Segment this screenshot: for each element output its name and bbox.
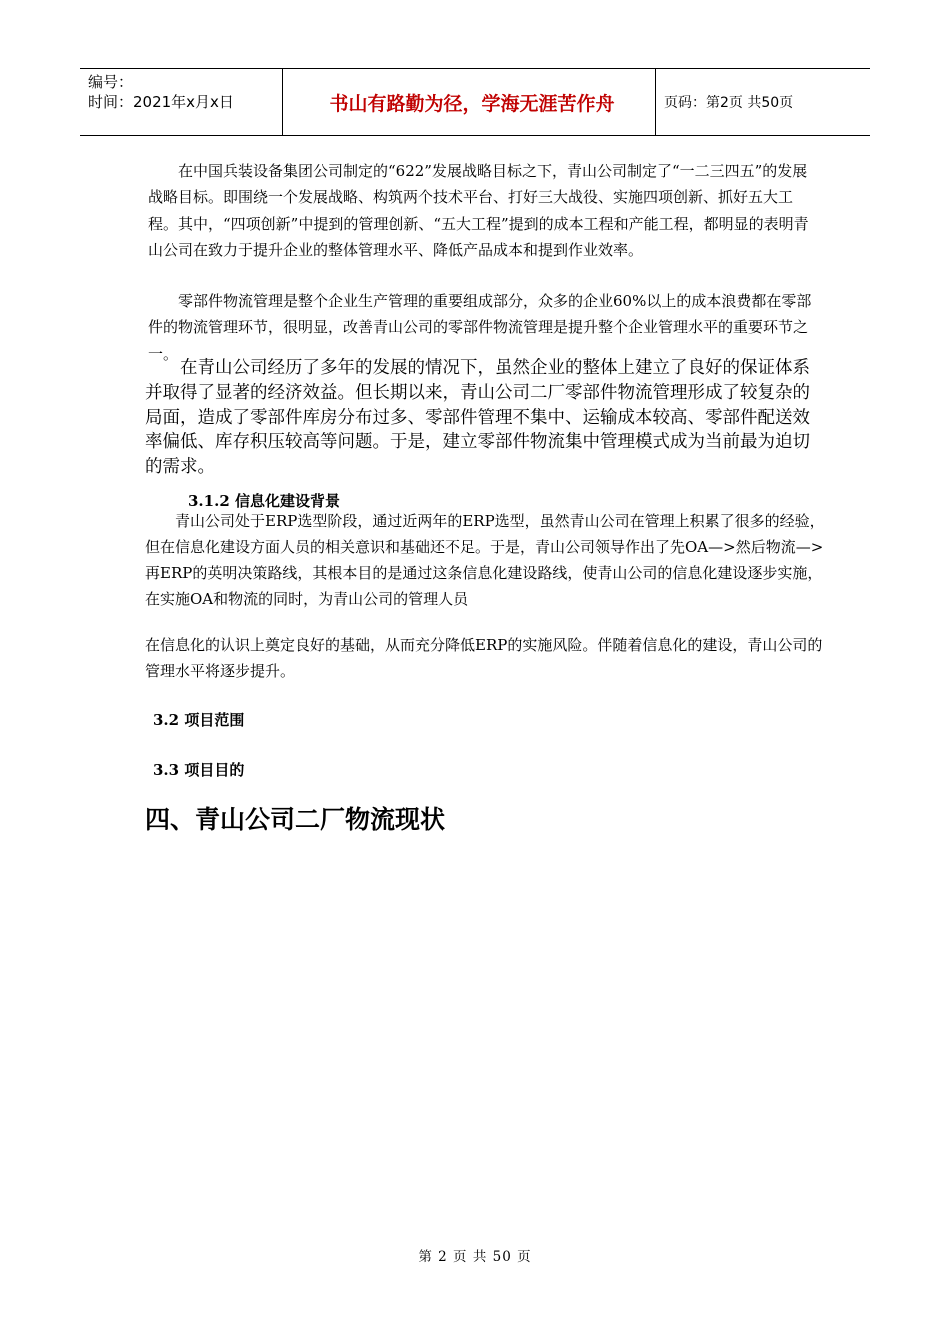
header-meta [80,69,282,135]
header-page-info: 页码：第2页 共50页 [664,95,794,111]
header-motto: 书山有路勤为径，学海无涯苦作舟 [329,92,615,115]
paragraph-logistics-importance: 零部件物流管理是整个企业生产管理的重要组成部分，众多的企业60%以上的成本浪费都在零部件的物流管理环节，很明显，改善青山公司的零部件物流管理是提升整个企业管理水平的重要环节之一。 [148,292,812,363]
page-header [80,68,870,136]
time-label: 时间：2021年x月x日 [88,93,234,111]
heading-3-1-2: 3.1.2 信息化建设背景 [188,492,340,510]
paragraph-it-continuation: 在信息化的认识上奠定良好的基础，从而充分降低ERP的实施风险。伴随着信息化的建设，青山公司的管理水平将逐步提升。 [145,636,823,680]
page-footer: 第 2 页 共 50 页 [418,1249,532,1265]
paragraph-current-problems: 在青山公司经历了多年的发展的情况下，虽然企业的整体上建立了良好的保证体系并取得了显著的经济效益。但长期以来，青山公司二厂零部件物流管理形成了较复杂的局面，造成了零部件库房分布过多、零部件管理不集中、运输成本较高、零部件配送效率偏低、库存积压较高等问题。于是，建立零部件物流集中管理模式成为当前最为迫切的需求。 [145,358,810,478]
heading-3-2: 3.2 项目范围 [153,711,245,729]
header-motto-cell [282,69,656,135]
number-label: 编号： [88,73,134,91]
heading-3-3: 3.3 项目目的 [153,761,245,779]
paragraph-it-background: 青山公司处于ERP选型阶段，通过近两年的ERP选型，虽然青山公司在管理上积累了很多的经验，但在信息化建设方面人员的相关意识和基础还不足。于是，青山公司领导作出了先OA—>然后物流—>再ERP的英明决策路线，其根本目的是通过这条信息化建设路线，使青山公司的信息化建设逐步实施，在实施OA和物流的同时，为青山公司的管理人员 [145,512,825,608]
paragraph-strategy: 在中国兵装设备集团公司制定的“622”发展战略目标之下，青山公司制定了“一二三四五”的发展战略目标。即围绕一个发展战略、构筑两个技术平台、打好三大战役、实施四项创新、抓好五大工程。其中，“四项创新”中提到的管理创新、“五大工程”提到的成本工程和产能工程，都明显的表明青山公司在致力于提升企业的整体管理水平、降低产品成本和提到作业效率。 [148,162,809,260]
heading-chapter-4: 四、青山公司二厂物流现状 [145,805,446,834]
